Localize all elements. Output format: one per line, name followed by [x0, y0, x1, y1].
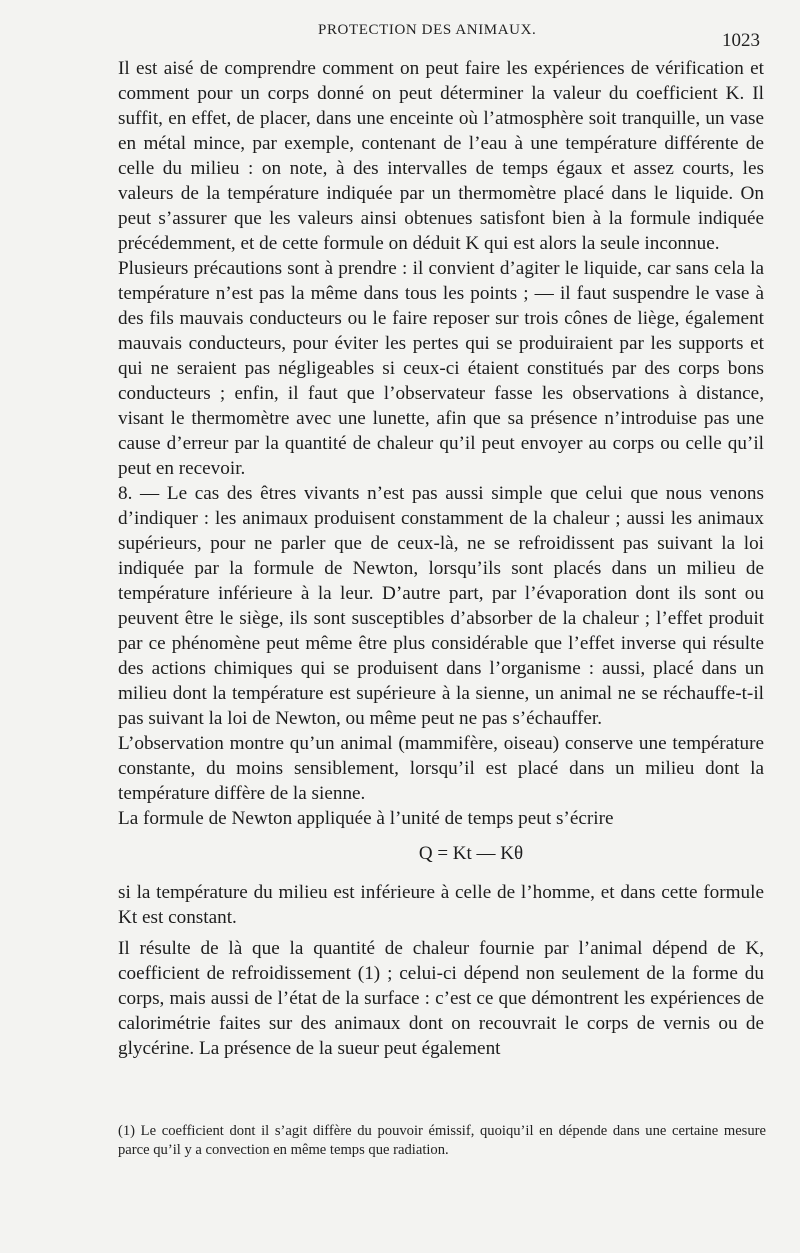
- paragraph-refroidissement: Il résulte de là que la quantité de chaleur fournie par l’animal dépend de K, coefficient de refroidissement (1) ; celui-ci dépend non seulement de la forme du corps, mais aussi de l’état de la surface : c’est ce que démontrent les expériences de calorimétrie faites sur des animaux dont on recouvrait le corps de vernis ou de glycérine. La présence de la sueur peut également: [118, 938, 764, 1059]
- paragraph-section-8: 8. — Le cas des êtres vivants n’est pas aussi simple que celui que nous venons d’indiquer : les animaux produisent constamment de la chaleur ; aussi les animaux supérieurs, pour ne parler que de ceux-là, ne se refroidissent pas suivant la loi indiquée par la formule de Newton, lorsqu’ils sont placés dans un milieu de température inférieure à la leur. D’autre part, par l’évaporation dont ils sont ou peuvent être le siège, ils sont susceptibles d’absorber de la chaleur ; l’effet produit par ce phénomène peut même être plus considérable que l’effet inverse qui résulte des actions chimiques qui se produisent dans l’organisme : aussi, placé dans un milieu dont la température est supérieure à la sienne, un animal ne se réchauffe-t-il pas suivant la loi de Newton, ou même peut ne pas s’échauffer.: [118, 483, 764, 729]
- footnote-text: (1) Le coefficient dont il s’agit diffère du pouvoir émissif, quoiqu’il en dépende dans une certaine mesure parce qu’il y a convection en même temps que radiation.: [118, 1123, 766, 1158]
- formula-newton: Q = Kt — Kθ: [418, 843, 524, 864]
- running-title: PROTECTION DES ANIMAUX.: [318, 22, 537, 38]
- paragraph-temperature-milieu: si la température du milieu est inférieure à celle de l’homme, et dans cette formule Kt est constant.: [118, 882, 764, 928]
- footnote: [118, 1122, 766, 1160]
- paragraph-observation: L’observation montre qu’un animal (mammifère, oiseau) conserve une température constante, du moins sensiblement, lorsqu’il est placé dans un milieu dont la température diffère de la sienne.: [118, 733, 764, 804]
- paragraph-newton-formula-intro: La formule de Newton appliquée à l’unité de temps peut s’écrire: [118, 808, 614, 829]
- body-text: [118, 56, 764, 1061]
- running-head: [0, 22, 800, 50]
- paragraph-precautions: Plusieurs précautions sont à prendre : il convient d’agiter le liquide, car sans cela la température n’est pas la même dans tous les points ; — il faut suspendre le vase à des fils mauvais conducteurs ou le faire reposer sur trois cônes de liège, également mauvais conducteurs, pour éviter les pertes qui se produiraient par les supports et qui ne seraient pas négligeables si ceux-ci étaient constitués par des corps bons conducteurs ; enfin, il faut que l’observateur fasse les observations à distance, visant le thermomètre avec une lunette, afin que sa présence n’introduise pas une cause d’erreur par la quantité de chaleur qu’il peut envoyer au corps ou celle qu’il peut en recevoir.: [118, 258, 764, 479]
- paragraph-coefficient-k: Il est aisé de comprendre comment on peut faire les expériences de vérification et comment pour un corps donné on peut déterminer la valeur du coefficient K. Il suffit, en effet, de placer, dans une enceinte où l’atmosphère soit tranquille, un vase en métal mince, par exemple, contenant de l’eau à une température différente de celle du milieu : on note, à des intervalles de temps égaux et assez courts, les valeurs de la température indiquée par un thermomètre placé dans le liquide. On peut s’assurer que les valeurs ainsi obtenues satisfont bien à la formule indiquée précédemment, et de cette formule on déduit K qui est alors la seule inconnue.: [118, 58, 764, 254]
- page-number: 1023: [722, 30, 760, 51]
